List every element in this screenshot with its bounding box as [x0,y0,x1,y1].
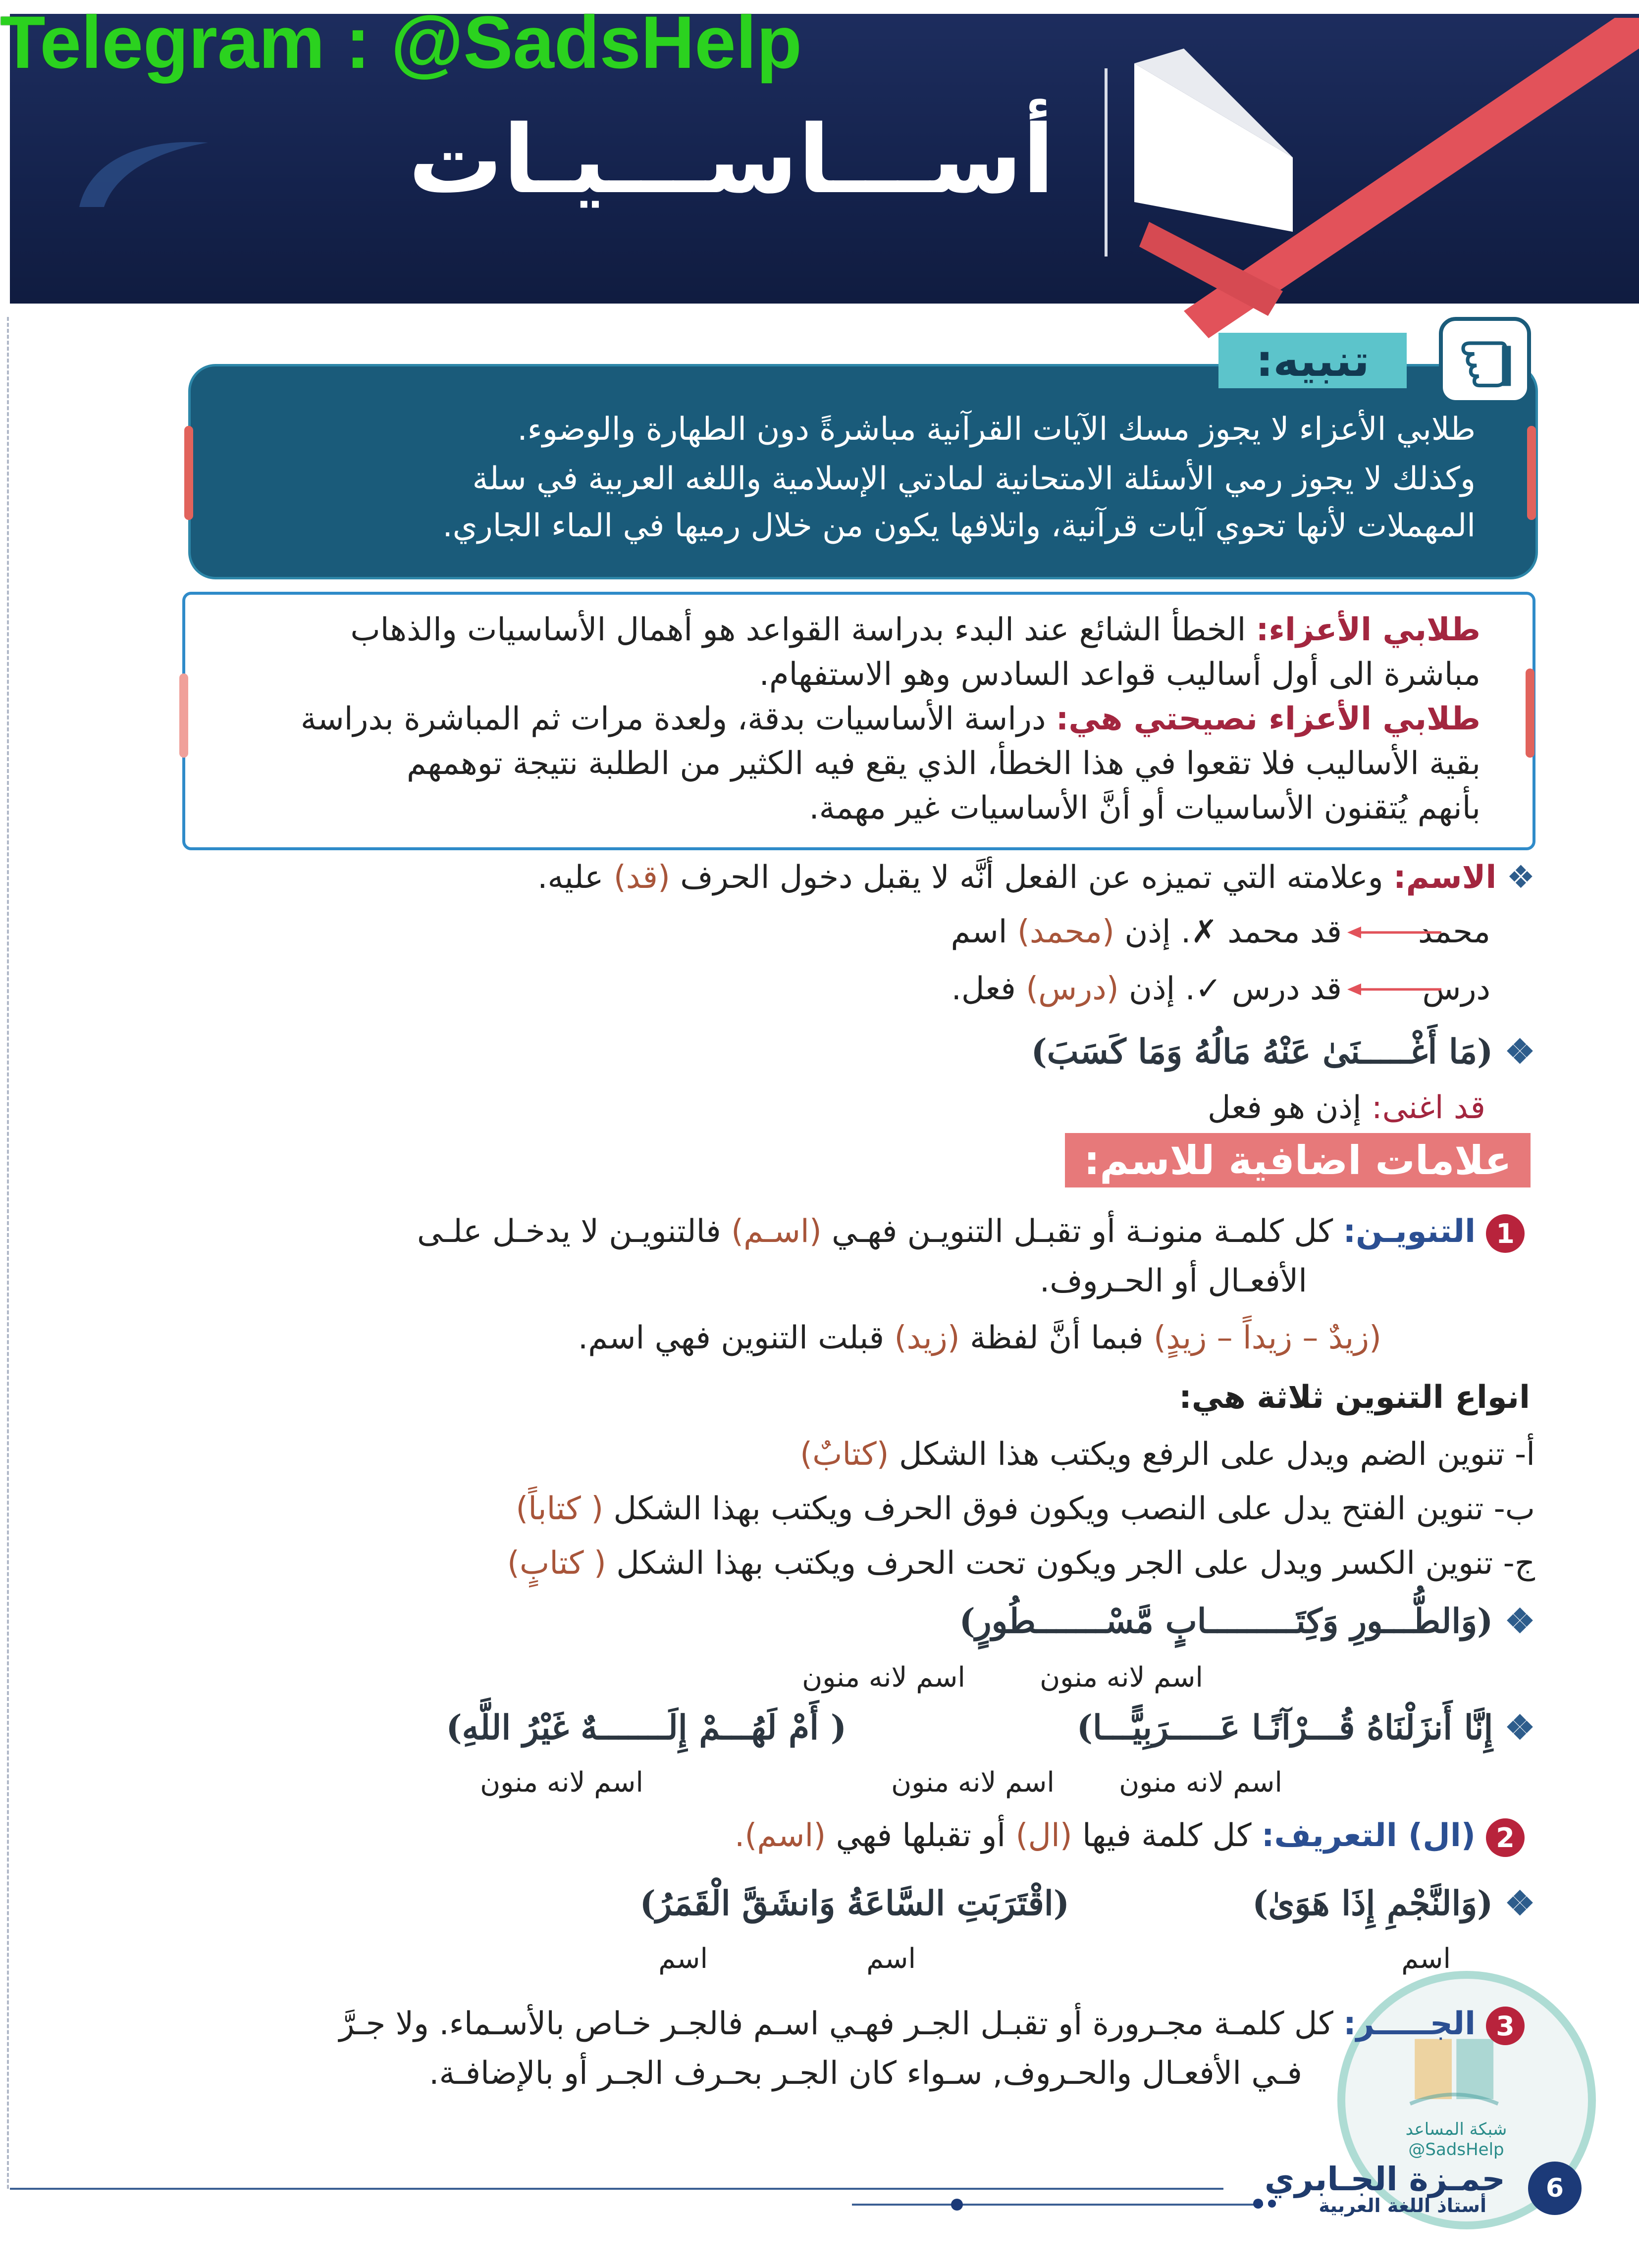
page-edge-line [7,317,9,2189]
verse-2-note-1: اسم لانه منون [1040,1661,1203,1694]
al-verse-left: (اقْتَرَبَتِ السَّاعَةُ وَانشَقَّ الْقَمَرُ) [639,1884,1069,1923]
example-1-result: اسم [951,914,1007,950]
type-a-example: (كتابٌ) [800,1436,889,1473]
tanween-label: التنويـن: [1343,1213,1476,1250]
al-text-b: أو تقبلها فهي [826,1817,1016,1854]
checkmark-logo [1119,14,1639,341]
example-1-then: . إذن [1124,914,1191,950]
example-1-word: محمد [1418,914,1490,950]
author-title: أستاذ اللغة العربية [1319,2195,1486,2216]
bullet-icon: ❖ [1506,859,1535,896]
warning-side-mark-left [184,426,193,520]
advice-p2-line-2: بقية الأساليب فلا تقعوا في هذا الخطأ، الذي يقع فيه الكثير من الطلبة نتيجة توهمهم [406,745,1480,782]
type-a-text: أ- تنوين الضم ويدل على الرفع ويكتب هذا الشكل [889,1436,1535,1473]
tanween-example-zaid: (زيد) [894,1320,960,1356]
pointing-hand-icon [1439,317,1531,404]
verse-2 [959,1601,1535,1641]
swoosh-decoration [69,133,218,212]
type-c-text: ج- تنوين الكسر ويدل على الجر ويكون تحت الحرف ويكتب بهذا الشكل [606,1545,1535,1582]
advice-p1-line-1 [351,614,1481,646]
verse-2-note-2: اسم لانه منون [802,1661,965,1694]
verse-1-text: (مَا أَغْـــــنَىٰ عَنْهُ مَالُهُ وَمَا كَسَبَ) [1031,1032,1493,1072]
noun-definition [537,859,1535,896]
bullet-icon: ❖ [1505,1032,1535,1072]
al-label: (ال) التعريف: [1261,1817,1476,1854]
check-mark-icon: ✓ [1195,971,1222,1007]
al-word: (ال) [1015,1817,1072,1854]
al-verse-right-text: (وَالنَّجْمِ إِذَا هَوَىٰ) [1252,1884,1493,1923]
tanween-line-1 [417,1213,1476,1250]
al-note-3: اسم [658,1943,708,1975]
al-note-2: اسم [866,1943,916,1975]
tanween-ism: (اسـم) [731,1213,822,1250]
verse-3-right [1076,1708,1535,1748]
bullet-icon: ❖ [1505,1601,1535,1641]
bullet-icon: ❖ [1505,1708,1535,1748]
arrow-left-icon [1347,925,1441,940]
example-2-result: فعل. [951,971,1016,1007]
stamp-text [1382,2119,1531,2160]
al-ism: (اسم). [735,1817,826,1854]
example-2-word: درس [1422,971,1490,1007]
warning-line-3: المهملات لأنها تحوي آيات قرآنية، واتلافها يكون من خلال رميها في الماء الجاري. [442,508,1476,544]
example-2-rest [952,973,1342,1005]
tanween-line-2: الأفعـال أو الحـروف. [1039,1263,1307,1299]
example-2-test: قد درس [1231,971,1342,1007]
example-1-test: قد محمد [1227,914,1342,950]
number-badge-3: 3 [1486,2007,1525,2045]
author-name: حمـزة الجـابري [1264,2160,1505,2198]
noun-text-b: عليه. [537,859,614,896]
al-definition [735,1817,1476,1854]
type-b-text: ب- تنوين الفتح يدل على النصب ويكون فوق الحرف ويكتب بهذا الشكل [603,1491,1535,1527]
tanween-example-text-a: فبما أنَّ لفظة [959,1320,1154,1356]
advice-p1-label: طلابي الأعزاء: [1256,612,1480,648]
page-number: 6 [1528,2162,1582,2215]
footer-line-secondary [852,2204,1263,2206]
example-1-rest [951,916,1342,948]
qad-word: (قد) [613,859,670,896]
tanween-type-a [800,1436,1535,1473]
warning-line-2: وكذلك لا يجوز رمي الأسئلة الامتحانية لمادتي الإسلامية واللغه العربية في سلة [472,461,1476,497]
advice-p2-line-1 [301,703,1480,735]
tanween-example-words: (زيدٌ – زيداً – زيدٍ) [1153,1320,1381,1356]
verse-1-note [1207,1089,1485,1126]
jarr-text-1: كل كلمـة مجـرورة أو تقبـل الجـر فهـي اسـم فالجـر خـاص بالأسـماء. ولا جـرَّ [339,2006,1344,2042]
footer-dot [1268,2200,1276,2208]
stamp-line-2: @SadsHelp [1408,2139,1504,2160]
advice-p1-line-2: مباشرة الى أول أساليب قواعد السادس وهو الاستفهام. [759,656,1480,693]
tanween-type-b [516,1493,1535,1525]
stamp-line-1: شبكة المساعد [1405,2119,1507,2139]
tanween-types-heading: انواع التنوين ثلاثة هي: [1179,1379,1530,1416]
al-text-a: كل كلمة فيها [1072,1817,1262,1854]
verse-1 [1031,1032,1535,1072]
tanween-example-text-b: قبلت التنوين فهي اسم. [578,1320,895,1356]
header-divider [1105,68,1108,257]
verse-3-note-3: اسم لانه منون [480,1766,643,1799]
cross-mark-icon: ✗ [1191,914,1217,950]
type-c-example: ( كتابٍ) [507,1545,606,1582]
number-badge-1: 1 [1486,1214,1525,1253]
example-2-then: . إذن [1129,971,1195,1007]
jarr-line-2: فـي الأفعـال والحـروف, سـواء كان الجـر بحـرف الجـر أو بالإضافـة. [429,2055,1302,2092]
verse-1-note-label: قد اغنى: [1372,1089,1485,1126]
warning-side-mark-right [1527,426,1536,520]
verse-1-note-text: إذن هو فعل [1207,1089,1372,1126]
example-1-result-word: (محمد) [1017,914,1114,950]
noun-text-a: وعلامته التي تميزه عن الفعل أنَّه لا يقبل دخول الحرف [670,859,1393,896]
verse-3-right-text: إِنَّا أَنزَلْنَاهُ قُـــرْآنًـا عَـــــرَبِيًّـــا) [1076,1708,1493,1748]
footer-line [10,2188,1223,2190]
section-heading: علامات اضافية للاسم: [1065,1133,1531,1187]
verse-3-note-1: اسم لانه منون [1119,1766,1282,1799]
verse-2-text: (وَالطُّـــورِ وَكِتَـــــــــابٍ مَّسْـــــــطُورٍ) [959,1601,1493,1641]
advice-p2-line-3: بأنهم يُتقنون الأساسيات أو أنَّ الأساسيات غير مهمة. [809,790,1480,826]
advice-p1-text-1: الخطأ الشائع عند البدء بدراسة القواعد هو أهمال الأساسيات والذهاب [350,612,1256,648]
tanween-type-c [507,1545,1535,1582]
advice-side-mark-left [179,673,188,758]
tanween-example [578,1322,1381,1354]
number-badge-2: 2 [1486,1818,1525,1857]
verse-3-left: ( أَمْ لَهُـــمْ إِلَـــــــهٌ غَيْرُ اللَّهِ) [446,1708,846,1748]
footer-dot [1253,2199,1263,2209]
telegram-watermark: Telegram : @SadsHelp [0,0,802,84]
advice-side-mark-right [1526,669,1534,758]
arrow-left-icon [1347,982,1441,997]
tanween-text-a: كل كلمـة منونـة أو تقبـل التنويـن فهـي [821,1213,1343,1250]
warning-label: تنبيه: [1218,333,1407,388]
example-2-result-word: (درس) [1026,971,1119,1007]
footer-dot [951,2199,963,2211]
type-b-example: ( كتاباً) [516,1491,604,1527]
advice-p2-label: طلابي الأعزاء نصيحتي هي: [1056,701,1480,737]
bullet-icon: ❖ [1505,1884,1535,1923]
tanween-text-b: فالتنويـن لا يدخـل علـى [417,1213,732,1250]
page-title: أســـاســـيـات [408,105,1055,214]
jarr-line-1 [339,2008,1476,2040]
advice-p2-text-1: دراسة الأساسيات بدقة، ولعدة مرات ثم المباشرة بدراسة [300,701,1056,737]
al-note-1: اسم [1401,1943,1451,1975]
al-verse-right [1252,1884,1535,1923]
verse-3-note-2: اسم لانه منون [891,1766,1055,1799]
warning-line-1: طلابي الأعزاء لا يجوز مسك الآيات القرآنية مباشرةً دون الطهارة والوضوء. [517,411,1476,448]
noun-label: الاسم: [1393,859,1497,896]
jarr-label: الجـــــر: [1343,2006,1476,2042]
